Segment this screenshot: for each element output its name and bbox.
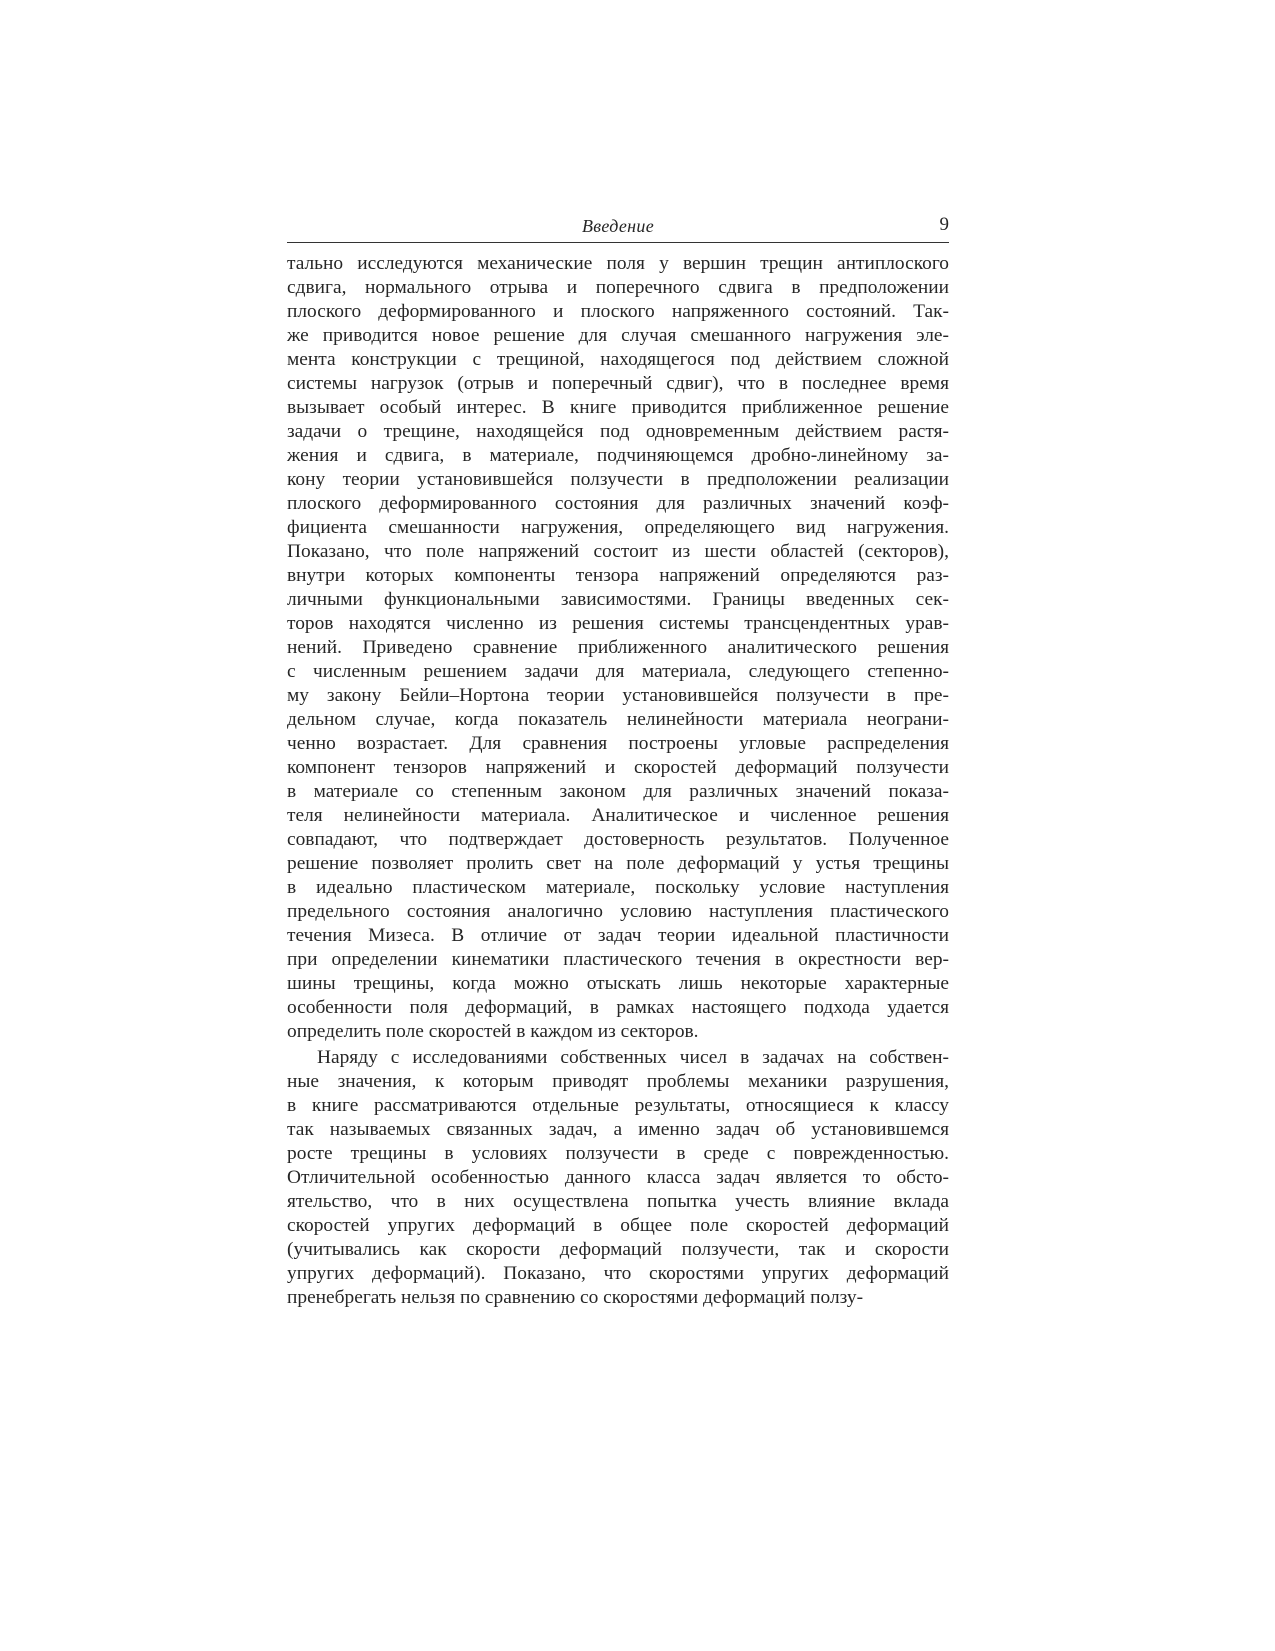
text-line: жения и сдвига, в материале, подчиняющемся дробно-линейному за- [287, 445, 949, 466]
text-line: фициента смешанности нагружения, определяющего вид нагружения. [287, 517, 949, 538]
text-line: совпадают, что подтверждает достоверность результатов. Полученное [287, 829, 949, 850]
text-line: так называемых связанных задач, а именно задач об установившемся [287, 1119, 949, 1140]
text-line: (учитывались как скорости деформаций ползучести, так и скорости [287, 1239, 949, 1260]
book-page [287, 212, 949, 1310]
text-line: тально исследуются механические поля у вершин трещин антиплоского [287, 253, 949, 274]
text-line: плоского деформированного и плоского напряженного состояний. Так- [287, 301, 949, 322]
page-number: 9 [939, 214, 949, 235]
text-line: системы нагрузок (отрыв и поперечный сдвиг), что в последнее время [287, 373, 949, 394]
text-line: течения Мизеса. В отличие от задач теории идеальной пластичности [287, 925, 949, 946]
text-line: личными функциональными зависимостями. Границы введенных сек- [287, 589, 949, 610]
text-line: в идеально пластическом материале, поскольку условие наступления [287, 877, 949, 898]
text-line: дельном случае, когда показатель нелинейности материала неограни- [287, 709, 949, 730]
text-line: шины трещины, когда можно отыскать лишь некоторые характерные [287, 973, 949, 994]
text-line: плоского деформированного состояния для различных значений коэф- [287, 493, 949, 514]
text-line: торов находятся численно из решения системы трансцендентных урав- [287, 613, 949, 634]
text-line: мента конструкции с трещиной, находящегося под действием сложной [287, 349, 949, 370]
text-line: в книге рассматриваются отдельные результаты, относящиеся к классу [287, 1095, 949, 1116]
text-line: компонент тензоров напряжений и скоростей деформаций ползучести [287, 757, 949, 778]
text-line: же приводится новое решение для случая смешанного нагружения эле- [287, 325, 949, 346]
running-header [287, 212, 949, 243]
text-line: с численным решением задачи для материала, следующего степенно- [287, 661, 949, 682]
text-line: задачи о трещине, находящейся под одновременным действием растя- [287, 421, 949, 442]
text-line: предельного состояния аналогично условию наступления пластического [287, 901, 949, 922]
text-line: нений. Приведено сравнение приближенного аналитического решения [287, 637, 949, 658]
text-line: му закону Бейли–Нортона теории установившейся ползучести в пре- [287, 685, 949, 706]
text-line: теля нелинейности материала. Аналитическое и численное решения [287, 805, 949, 826]
text-line: Показано, что поле напряжений состоит из шести областей (секторов), [287, 541, 949, 562]
text-line: решение позволяет пролить свет на поле деформаций у устья трещины [287, 853, 949, 874]
text-line: вызывает особый интерес. В книге приводится приближенное решение [287, 397, 949, 418]
body-text [287, 252, 949, 1310]
paragraph [287, 252, 949, 1044]
text-line: определить поле скоростей в каждом из секторов. [287, 1021, 699, 1042]
paragraph [287, 1046, 949, 1310]
text-line: особенности поля деформаций, в рамках настоящего подхода удается [287, 997, 949, 1018]
running-title: Введение [582, 216, 654, 236]
text-line: кону теории установившейся ползучести в предположении реализации [287, 469, 949, 490]
text-line: Отличительной особенностью данного класса задач является то обсто- [287, 1167, 949, 1188]
text-line: внутри которых компоненты тензора напряжений определяются раз- [287, 565, 949, 586]
text-line: упругих деформаций). Показано, что скоростями упругих деформаций [287, 1263, 949, 1284]
text-line: ные значения, к которым приводят проблемы механики разрушения, [287, 1071, 949, 1092]
text-line: ченно возрастает. Для сравнения построены угловые распределения [287, 733, 949, 754]
text-line: росте трещины в условиях ползучести в среде с поврежденностью. [287, 1143, 949, 1164]
text-line: сдвига, нормального отрыва и поперечного сдвига в предположении [287, 277, 949, 298]
text-line: при определении кинематики пластического течения в окрестности вер- [287, 949, 949, 970]
text-line: пренебрегать нельзя по сравнению со скоростями деформаций ползу- [287, 1287, 864, 1308]
text-line: Наряду с исследованиями собственных чисел в задачах на собствен- [317, 1047, 949, 1068]
text-line: в материале со степенным законом для различных значений показа- [287, 781, 949, 802]
text-line: скоростей упругих деформаций в общее поле скоростей деформаций [287, 1215, 949, 1236]
text-line: ятельство, что в них осуществлена попытка учесть влияние вклада [287, 1191, 949, 1212]
